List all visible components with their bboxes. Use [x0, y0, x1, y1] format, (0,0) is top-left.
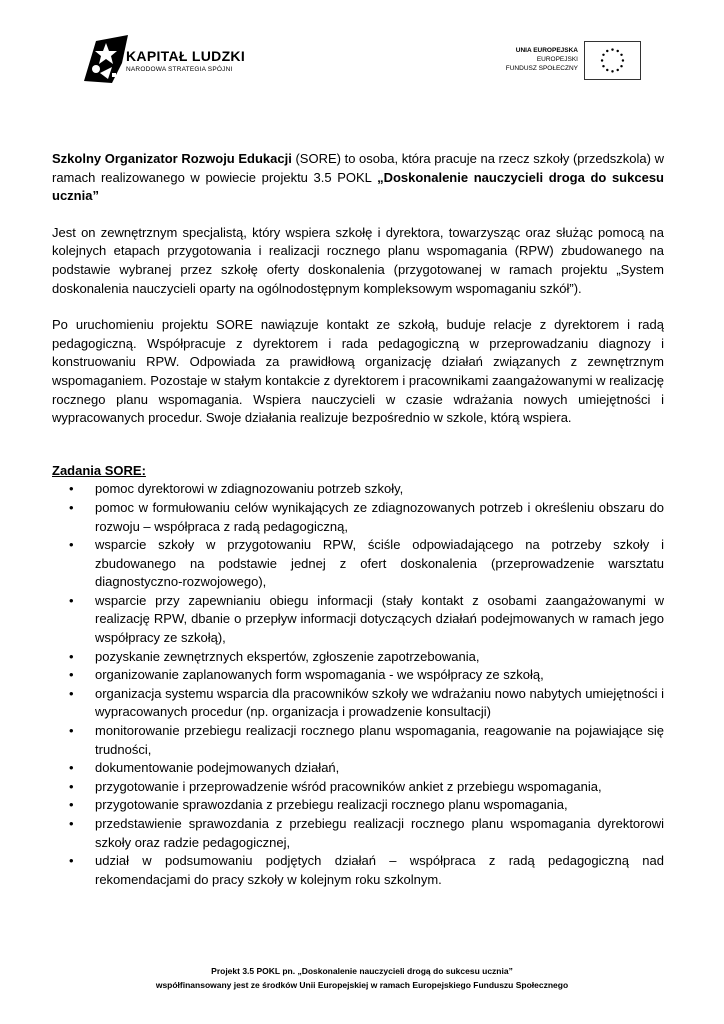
bullet-icon: • [69, 499, 74, 515]
bullet-icon: • [69, 760, 74, 776]
eu-flag-icon [584, 41, 641, 80]
list-item-text: organizowanie zaplanowanych form wspomagania - we współpracy ze szkołą, [95, 667, 544, 683]
kapital-ludzki-subtitle: NARODOWA STRATEGIA SPÓJNI [126, 66, 233, 73]
intro-lead-bold: Szkolny Organizator Rozwoju Edukacji [52, 151, 292, 166]
kapital-ludzki-title: KAPITAŁ LUDZKI [126, 48, 246, 64]
intro-text: (SORE) to osoba, która pracuje na rzecz szkoły (przedszkola) w ramach realizowanego w powiecie projektu 3.5 POKL [52, 151, 664, 185]
bullet-icon: • [69, 816, 74, 831]
list-item [52, 499, 664, 536]
project-title-bold: „Doskonalenie nauczycieli droga do sukcesu ucznia” [52, 169, 664, 204]
page-header [0, 0, 724, 100]
bullet-icon: • [69, 685, 74, 701]
kapital-ludzki-star-icon [82, 33, 132, 85]
bullet-icon: • [69, 853, 74, 869]
bullet-icon: • [69, 797, 74, 813]
list-item-text: pomoc w formułowaniu celów wynikających ze zdiagnozowanych potrzeb i określeniu obszaru do rozwoju – współpraca z radą pedagogiczną, [95, 499, 664, 534]
list-item-text: organizacja systemu wsparcia dla pracowników szkoły we wdrażaniu nowo nabytych umiejętności i wypracowanych procedur (np. organizacja i prowadzenie konsultacji) [95, 685, 664, 720]
eu-label [470, 46, 578, 73]
list-item-text: wsparcie przy zapewnianiu obiegu informacji (stały kontakt z osobami zaangażowanymi w realizację RPW, dbanie o przepływ informacji dotyczących działań podejmowanych w ramach jego współpracy ze szkołą), [95, 592, 664, 646]
list-item-text: dokumentowanie podejmowanych działań, [95, 760, 340, 776]
list-item [52, 480, 664, 499]
list-item-text: udział w podsumowaniu podjętych działań – współpraca z radą pedagogiczną nad rekomendacjami do pracy szkoły w kolejnym roku szkolnym. [95, 853, 664, 887]
list-item [52, 852, 664, 889]
eu-label-line2: EUROPEJSKI [536, 56, 578, 63]
intro-paragraph-1 [52, 150, 664, 206]
footer-line-2: współfinansowany jest ze środków Unii Europejskiej w ramach Europejskiego Funduszu Społecznego [155, 980, 569, 990]
list-item [52, 796, 664, 815]
bullet-icon: • [69, 592, 74, 608]
bullet-icon: • [69, 648, 74, 664]
list-item-text: przygotowanie sprawozdania z przebiegu realizacji rocznego planu wspomagania, [95, 797, 568, 813]
bullet-icon: • [69, 667, 74, 683]
bullet-icon: • [69, 537, 74, 553]
bullet-icon: • [69, 723, 74, 739]
list-item [52, 648, 664, 667]
list-item [52, 685, 664, 722]
list-item [52, 592, 664, 648]
document-body [52, 150, 664, 889]
list-item [52, 722, 664, 759]
intro-paragraph-2: Jest on zewnętrznym specjalistą, który wspiera szkołę i dyrektora, towarzysząc oraz służąc pomocą na kolejnych etapach przygotowania i realizacji rocznego planu wspomagania (RPW) zbudowanego na podstawie wybranej przez szkołę oferty doskonalenia (przygotowanej w ramach projektu „System doskonalenia nauczycieli oparty na ogólnodostępnym kompleksowym wspomaganiu szkół”). [52, 224, 664, 296]
intro-paragraph-3: Po uruchomieniu projektu SORE nawiązuje kontakt ze szkołą, buduje relacje z dyrektorem i radą pedagogiczną. Współpracuje z dyrektorem i rada pedagogiczną w przeprowadzaniu diagnozy i konstruowaniu RPW. Odpowiada za prawidłową organizację działań związanych z zewnętrznym wspomaganiem. Pozostaje w stałym kontakcie z dyrektorem i pracownikami zaangażowanymi w realizację rocznego planu wspomagania. Wspiera nauczycieli w czasie wdrażania nowych umiejętności i wypracowanych procedur. Swoje działania realizuje bezpośrednio w szkole, którą wspiera. [52, 317, 664, 426]
page-footer [0, 964, 724, 992]
eu-label-line3: FUNDUSZ SPOŁECZNY [505, 65, 578, 72]
list-item [52, 815, 664, 852]
list-item [52, 759, 664, 778]
list-item-text: przygotowanie i przeprowadzenie wśród pracowników ankiet z przebiegu wspomagania, [95, 778, 602, 794]
list-item [52, 778, 664, 797]
list-item-text: monitorowanie przebiegu realizacji rocznego planu wspomagania, reagowanie na pojawiające się trudności, [95, 723, 664, 757]
list-item [52, 536, 664, 592]
list-item [52, 666, 664, 685]
tasks-list [52, 480, 664, 889]
eu-label-line1: UNIA EUROPEJSKA [515, 47, 578, 54]
bullet-icon: • [69, 481, 74, 497]
tasks-heading: Zadania SORE: [52, 462, 146, 478]
list-item-text: przedstawienie sprawozdania z przebiegu realizacji rocznego planu wspomagania dyrektorowi szkoły oraz radzie pedagogicznej, [95, 816, 664, 850]
footer-line-1: Projekt 3.5 POKL pn. „Doskonalenie nauczycieli drogą do sukcesu ucznia” [211, 966, 513, 976]
bullet-icon: • [69, 778, 74, 794]
list-item-text: wsparcie szkoły w przygotowaniu RPW, ściśle odpowiadającego na potrzeby szkoły i zbudowanego na podstawie jednej z ofert doskonalenia (przeprowadzenie warsztatu diagnostyczno-rozwojowego), [95, 537, 664, 590]
list-item-text: pomoc dyrektorowi w zdiagnozowaniu potrzeb szkoły, [95, 481, 404, 497]
list-item-text: pozyskanie zewnętrznych ekspertów, zgłoszenie zapotrzebowania, [95, 648, 480, 664]
